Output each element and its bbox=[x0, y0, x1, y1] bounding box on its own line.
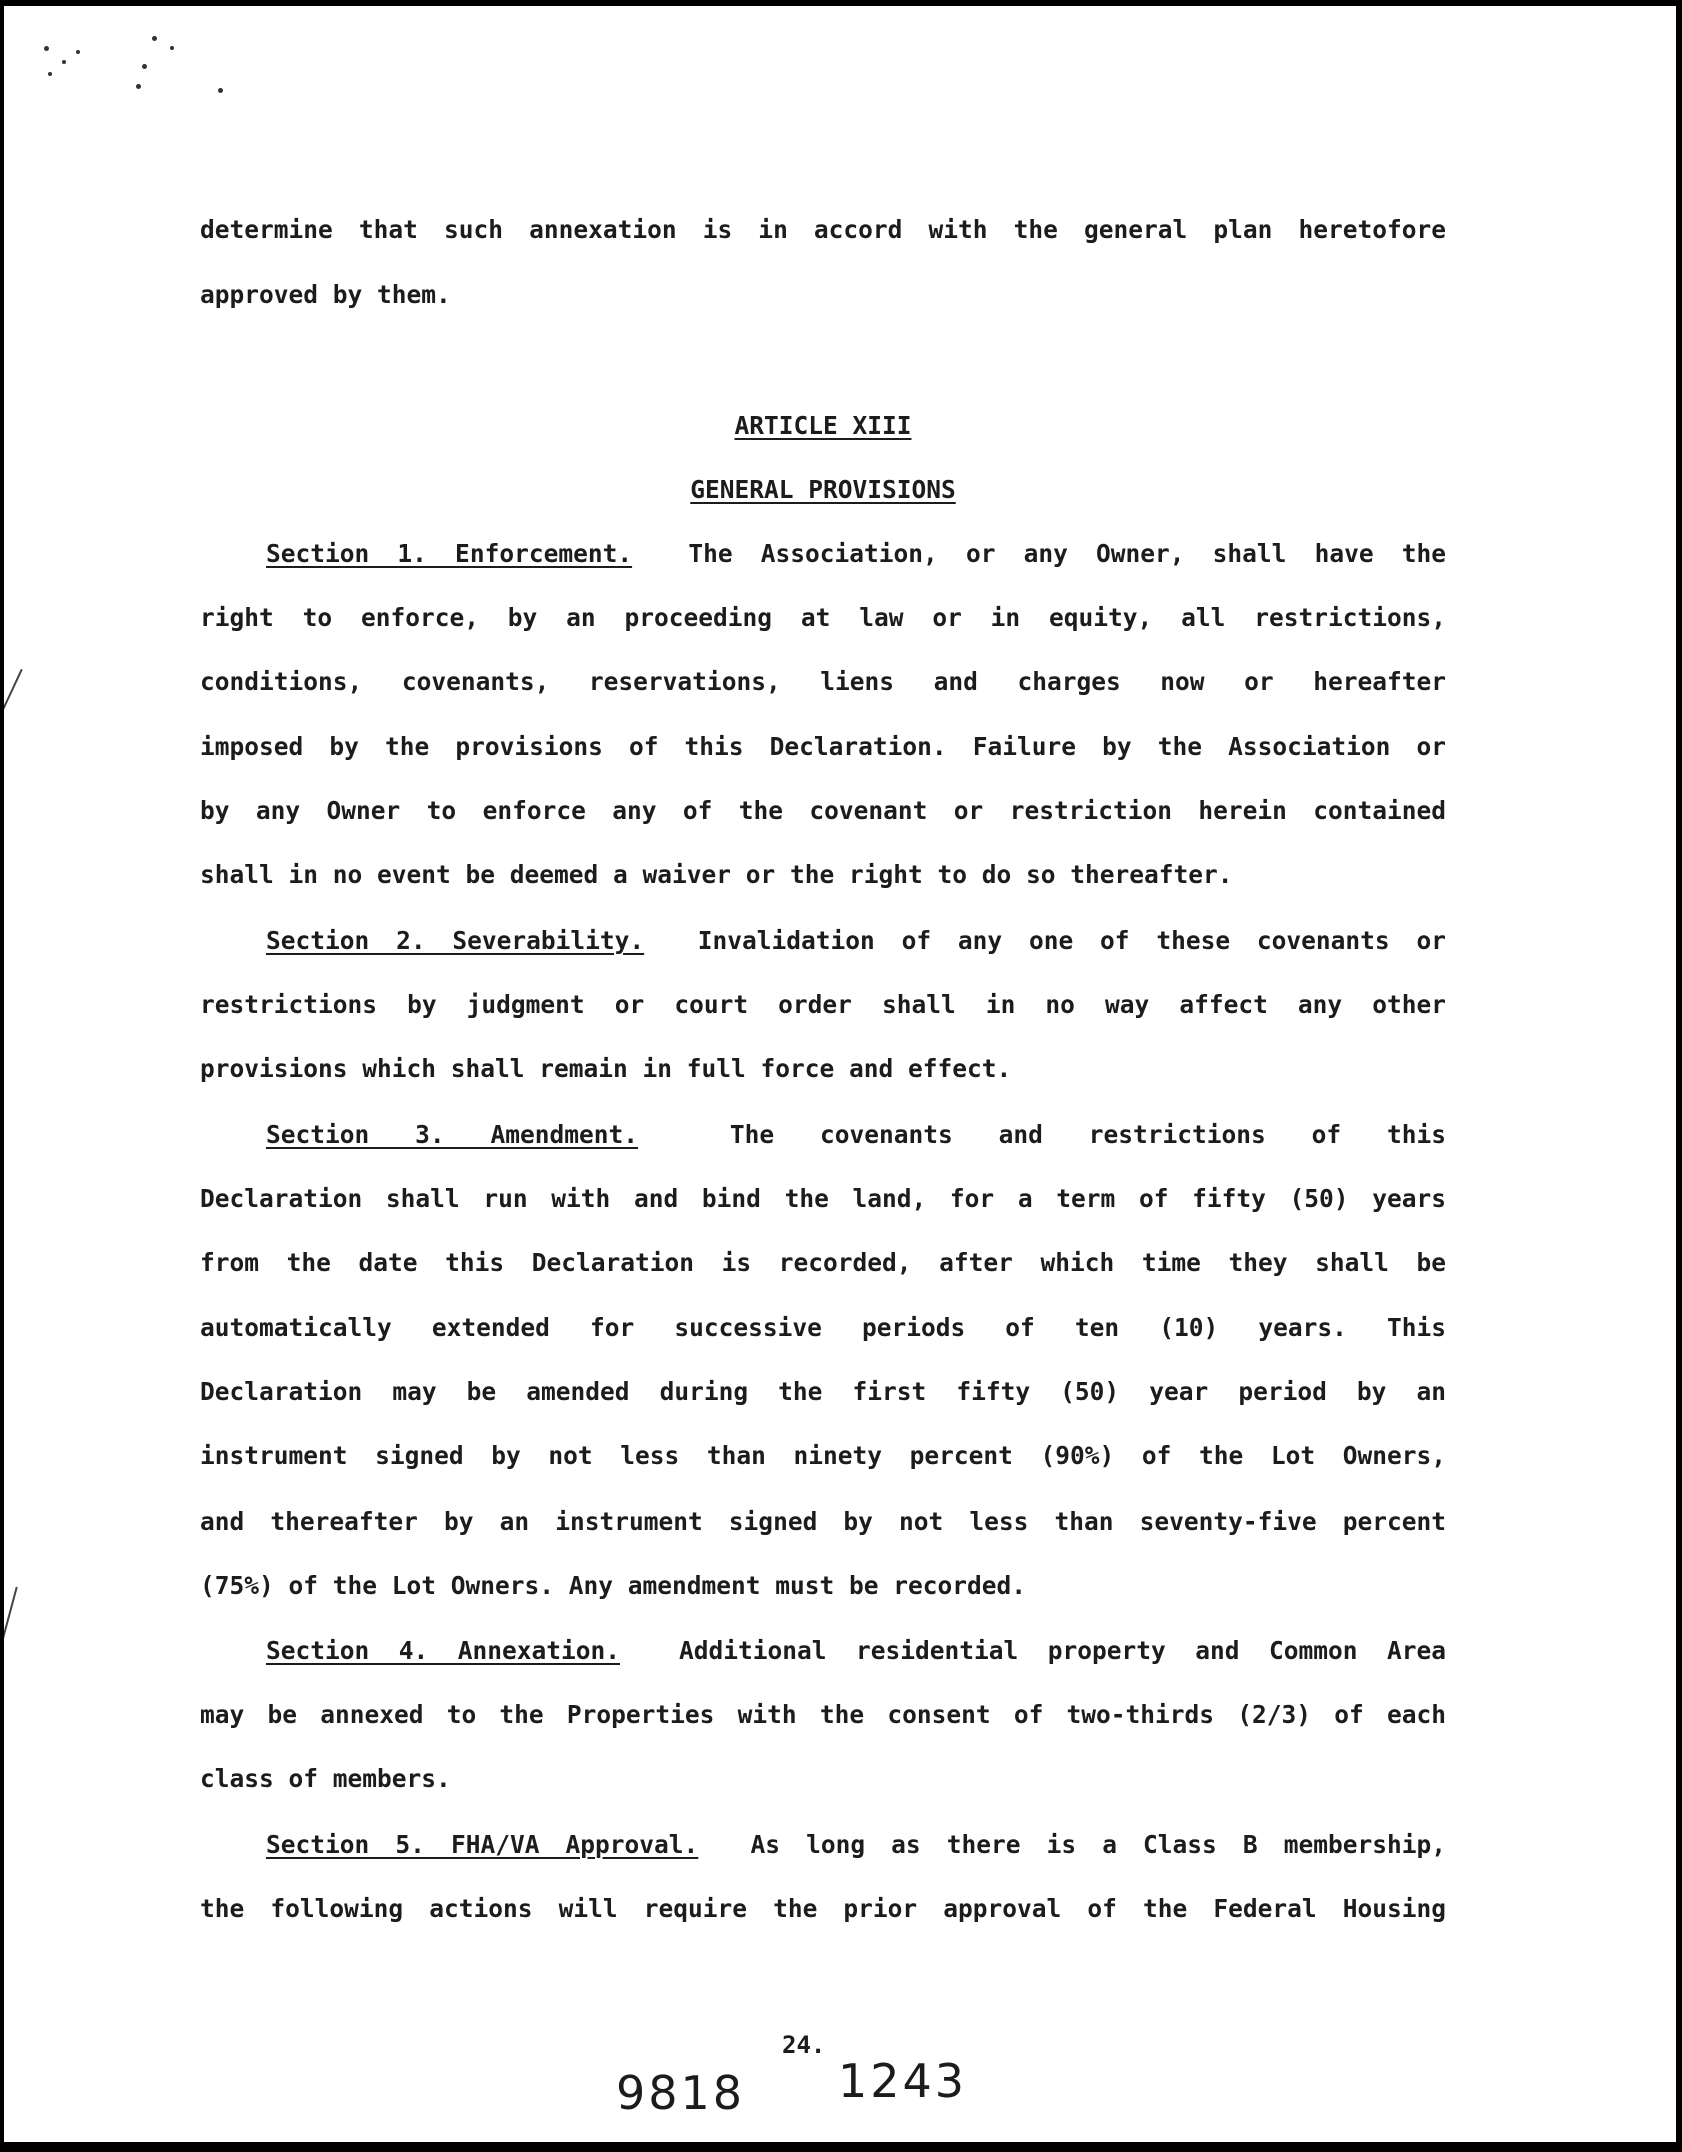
section-2-line: provisions which shall remain in full force and effect. bbox=[200, 1054, 1012, 1083]
section-1-line: shall in no event be deemed a waiver or the right to do so thereafter. bbox=[200, 860, 1233, 889]
section-1-line: imposed by the provisions of this Declaration. Failure by the Association or bbox=[200, 732, 1446, 761]
section-2-heading: Section 2. Severability. bbox=[266, 926, 645, 955]
section-1-line: by any Owner to enforce any of the covenant or restriction herein contained bbox=[200, 796, 1446, 825]
section-3-line: Declaration may be amended during the first fifty (50) year period by an bbox=[200, 1377, 1446, 1406]
section-3-line: (75%) of the Lot Owners. Any amendment must be recorded. bbox=[200, 1571, 1027, 1600]
section-3-line: Declaration shall run with and bind the land, for a term of fifty (50) years bbox=[200, 1184, 1446, 1213]
article-subheading-text: GENERAL PROVISIONS bbox=[690, 475, 956, 504]
scan-speck bbox=[44, 46, 49, 51]
article-heading bbox=[200, 411, 1446, 440]
section-1-line: right to enforce, by an proceeding at law or in equity, all restrictions, bbox=[200, 603, 1446, 632]
scan-speck bbox=[218, 88, 223, 93]
scan-speck bbox=[62, 60, 66, 64]
page-number: 24. bbox=[782, 2031, 826, 2059]
scan-speck bbox=[142, 64, 147, 69]
scan-speck bbox=[76, 50, 80, 54]
intro-line: approved by them. bbox=[200, 280, 451, 309]
scan-speck bbox=[48, 72, 52, 76]
section-4-heading: Section 4. Annexation. bbox=[266, 1636, 620, 1665]
section-3-text: The covenants and restrictions of this bbox=[729, 1120, 1446, 1149]
intro-line: determine that such annexation is in accord with the general plan heretofore bbox=[200, 215, 1446, 244]
section-5-heading: Section 5. FHA/VA Approval. bbox=[266, 1830, 699, 1859]
section-5-line: the following actions will require the prior approval of the Federal Housing bbox=[200, 1894, 1446, 1923]
section-1-text: The Association, or any Owner, shall have the bbox=[688, 539, 1446, 568]
document-stamp-number: 1243 bbox=[838, 2054, 968, 2108]
section-4-line: may be annexed to the Properties with the consent of two-thirds (2/3) of each bbox=[200, 1700, 1446, 1729]
section-3-line: from the date this Declaration is recorded, after which time they shall be bbox=[200, 1248, 1446, 1277]
section-3-line: instrument signed by not less than ninety percent (90%) of the Lot Owners, bbox=[200, 1441, 1446, 1470]
section-5-first-line bbox=[266, 1830, 1446, 1859]
section-5-text: As long as there is a Class B membership, bbox=[750, 1830, 1446, 1859]
section-2-first-line bbox=[266, 926, 1446, 955]
section-3-line: and thereafter by an instrument signed by not less than seventy-five percent bbox=[200, 1507, 1446, 1536]
section-3-first-line bbox=[266, 1120, 1446, 1149]
section-4-first-line bbox=[266, 1636, 1446, 1665]
scan-speck bbox=[136, 84, 141, 89]
scan-edge-mark bbox=[4, 1587, 18, 1645]
document-page bbox=[4, 6, 1676, 2142]
section-1-line: conditions, covenants, reservations, liens and charges now or hereafter bbox=[200, 667, 1446, 696]
section-4-line: class of members. bbox=[200, 1764, 451, 1793]
section-4-text: Additional residential property and Common Area bbox=[679, 1636, 1446, 1665]
section-2-text: Invalidation of any one of these covenants or bbox=[697, 926, 1446, 955]
scan-speck bbox=[152, 36, 157, 41]
section-2-line: restrictions by judgment or court order shall in no way affect any other bbox=[200, 990, 1446, 1019]
scan-speck bbox=[170, 46, 174, 50]
section-1-first-line bbox=[266, 539, 1446, 568]
section-1-heading: Section 1. Enforcement. bbox=[266, 539, 633, 568]
section-3-heading: Section 3. Amendment. bbox=[266, 1120, 639, 1149]
section-3-line: automatically extended for successive periods of ten (10) years. This bbox=[200, 1313, 1446, 1342]
article-heading-text: ARTICLE XIII bbox=[734, 411, 912, 440]
article-subheading bbox=[200, 475, 1446, 504]
scan-edge-mark bbox=[4, 669, 23, 733]
document-stamp-number: 9818 bbox=[616, 2066, 746, 2120]
